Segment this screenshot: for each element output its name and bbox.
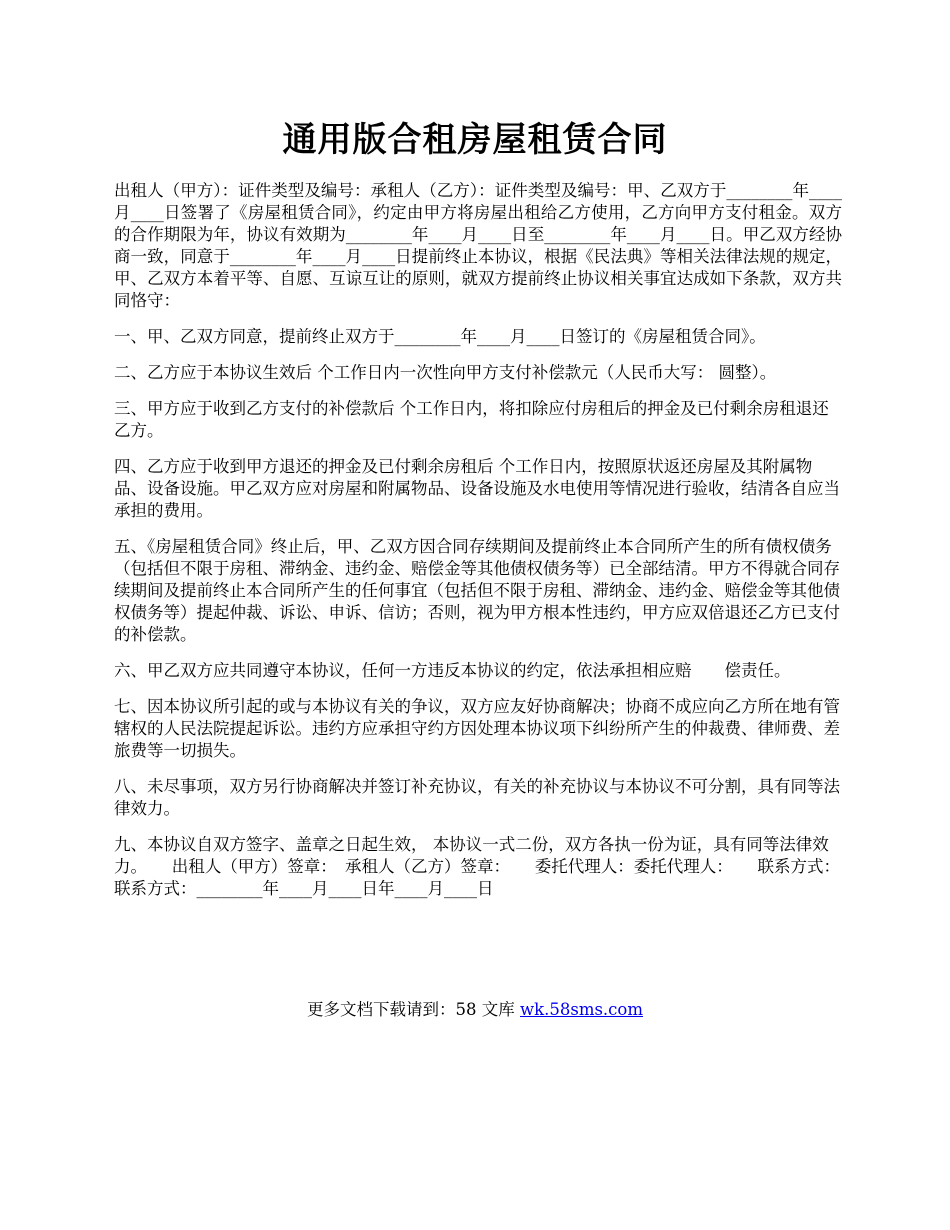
clause-2: 二、乙方应于本协议生效后 个工作日内一次性向甲方支付补偿款元（人民币大写： 圆整）。 (114, 363, 777, 382)
clause-9-signatures: 九、本协议自双方签字、盖章之日起生效， 本协议一式二份，双方各执一份为证，具有同等法律效力。 出租人（甲方）签章： 承租人（乙方）签章： 委托代理人：委托代理人： 联系方式：联系方式：________年____月____日年____月____日 (114, 835, 840, 898)
clause-8: 八、未尽事项，双方另行协商解决并签订补充协议，有关的补充协议与本协议不可分割，具有同等法律效力。 (114, 777, 840, 818)
clause-6: 六、甲乙双方应共同遵守本协议，任何一方违反本协议的约定，依法承担相应赔 偿责任。 (114, 661, 791, 680)
clause-1: 一、甲、乙双方同意，提前终止双方于________年____月____日签订的《房屋租赁合同》。 (114, 327, 766, 346)
download-footer (0, 996, 950, 1020)
footer-text: 更多文档下载请到：58 文库 (306, 1000, 520, 1019)
footer-link[interactable]: wk.58sms.com (519, 1000, 643, 1019)
intro-paragraph: 出租人（甲方）：证件类型及编号：承租人（乙方）：证件类型及编号：甲、乙双方于________年____月____日签署了《房屋租赁合同》，约定由甲方将房屋出租给乙方使用，乙方向甲方支付租金。双方的合作期限为年，协议有效期为________年____月____日至________年____月____日。甲乙双方经协商一致，同意于________年____月____日提前终止本协议，根据《民法典》等相关法律法规的规定，甲、乙双方本着平等、自愿、互谅互让的原则，就双方提前终止协议相关事宜达成如下条款，双方共同恪守： (114, 181, 843, 310)
document-body (114, 180, 842, 914)
clause-3: 三、甲方应于收到乙方支付的补偿款后 个工作日内，将扣除应付房租后的押金及已付剩余房租退还乙方。 (114, 399, 829, 440)
clause-7: 七、因本协议所引起的或与本协议有关的争议，双方应友好协商解决；协商不成应向乙方所在地有管辖权的人民法院提起诉讼。违约方应承担守约方因处理本协议项下纠纷所产生的仲裁费、律师费、差旅费等一切损失。 (114, 697, 840, 760)
clause-5: 五、《房屋租赁合同》终止后，甲、乙双方因合同存续期间及提前终止本合同所产生的所有债权债务（包括但不限于房租、滞纳金、违约金、赔偿金等其他债权债务等）已全部结清。甲方不得就合同存续期间及提前终止本合同所产生的任何事宜（包括但不限于房租、滞纳金、违约金、赔偿金等其他债权债务等）提起仲裁、诉讼、申诉、信访；否则，视为甲方根本性违约，甲方应双倍退还乙方已支付的补偿款。 (114, 537, 840, 644)
clause-4: 四、乙方应于收到甲方退还的押金及已付剩余房租后 个工作日内，按照原状返还房屋及其附属物品、设备设施。甲乙双方应对房屋和附属物品、设备设施及水电使用等情况进行验收，结清各自应当承担的费用。 (114, 457, 840, 520)
document-title: 通用版合租房屋租赁合同 (282, 120, 668, 160)
